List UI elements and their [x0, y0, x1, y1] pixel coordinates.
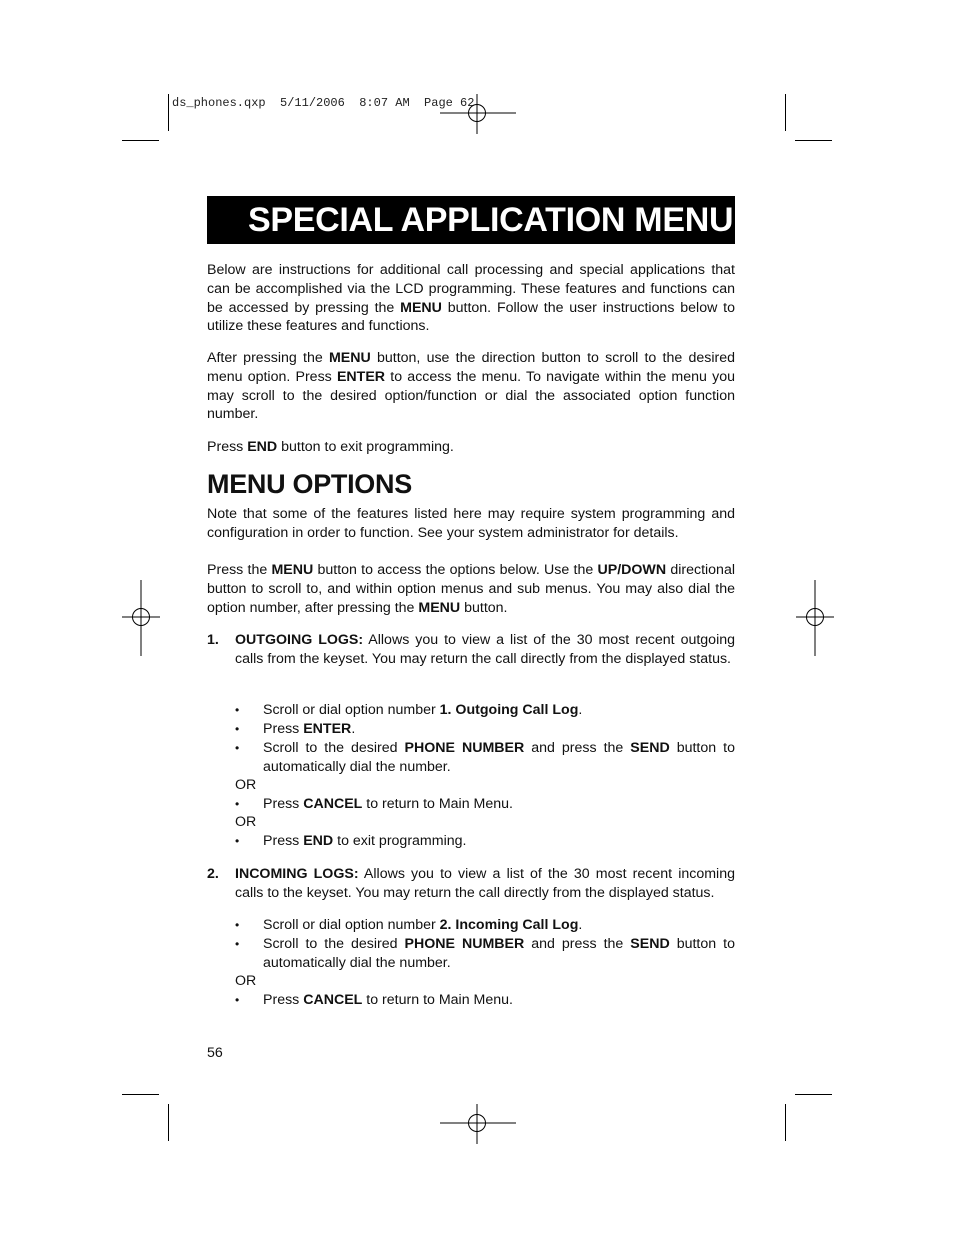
page-number: 56	[207, 1045, 223, 1061]
list-step: Press CANCEL to return to Main Menu.	[263, 796, 513, 812]
or-separator: OR	[235, 973, 257, 989]
bullet-icon: •	[235, 993, 240, 1007]
registration-mark-icon	[796, 580, 834, 656]
menu-instructions-paragraph: Press the MENU button to access the options below. Use the UP/DOWN directional button to scroll to, and within option menus and sub menus. You may also dial the option number, after pressing the MENU button.	[207, 562, 735, 616]
crop-mark	[795, 1094, 832, 1095]
bullet-icon: •	[235, 703, 240, 717]
registration-mark-icon	[440, 1104, 516, 1144]
list-step: Press ENTER.	[263, 721, 356, 737]
list-item-number: 1.	[207, 632, 219, 648]
list-step: Scroll to the desired PHONE NUMBER and press the SEND button to automatically dial the number.	[263, 936, 735, 971]
bullet-icon: •	[235, 918, 240, 932]
list-item-number: 2.	[207, 866, 219, 882]
bullet-icon: •	[235, 834, 240, 848]
intro-paragraph-3: Press END button to exit programming.	[207, 439, 454, 455]
crop-mark	[168, 94, 169, 131]
list-step: Scroll or dial option number 2. Incoming Call Log.	[263, 917, 583, 933]
list-step: Press END to exit programming.	[263, 833, 467, 849]
list-step: Scroll to the desired PHONE NUMBER and press the SEND button to automatically dial the number.	[263, 740, 735, 775]
crop-mark	[122, 1094, 159, 1095]
bullet-icon: •	[235, 797, 240, 811]
bullet-icon: •	[235, 741, 240, 755]
or-separator: OR	[235, 814, 257, 830]
print-slug: ds_phones.qxp 5/11/2006 8:07 AM Page 62	[172, 96, 475, 110]
crop-mark	[785, 94, 786, 131]
list-step: Press CANCEL to return to Main Menu.	[263, 992, 513, 1008]
intro-paragraph-2: After pressing the MENU button, use the direction button to scroll to the desired menu option. Press ENTER to access the menu. To navigate within the menu you may scroll to the desired option/function or dial the associated option function number.	[207, 350, 735, 423]
bullet-icon: •	[235, 722, 240, 736]
crop-mark	[795, 140, 832, 141]
crop-mark	[122, 140, 159, 141]
crop-mark	[785, 1104, 786, 1141]
section-heading: MENU OPTIONS	[207, 469, 412, 499]
list-item-description: OUTGOING LOGS: Allows you to view a list of the 30 most recent outgoing calls from the keyset. You may return the call directly from the displayed status.	[235, 632, 736, 667]
crop-mark	[168, 1104, 169, 1141]
page-title-banner: SPECIAL APPLICATION MENU	[207, 196, 735, 244]
bullet-icon: •	[235, 937, 240, 951]
menu-note-paragraph: Note that some of the features listed here may require system programming and configuration in order to function. See your system administrator for details.	[207, 506, 735, 541]
registration-mark-icon	[122, 580, 160, 656]
list-item-description: INCOMING LOGS: Allows you to view a list of the 30 most recent incoming calls to the keyset. You may return the call directly from the displayed status.	[235, 866, 735, 901]
registration-mark-icon	[440, 94, 516, 134]
intro-paragraph-1: Below are instructions for additional call processing and special applications that can be accomplished via the LCD programming. These features and functions can be accessed by pressing the MENU button. Follow the user instructions below to utilize these features and functions.	[207, 262, 735, 335]
list-step: Scroll or dial option number 1. Outgoing Call Log.	[263, 702, 583, 718]
or-separator: OR	[235, 777, 257, 793]
